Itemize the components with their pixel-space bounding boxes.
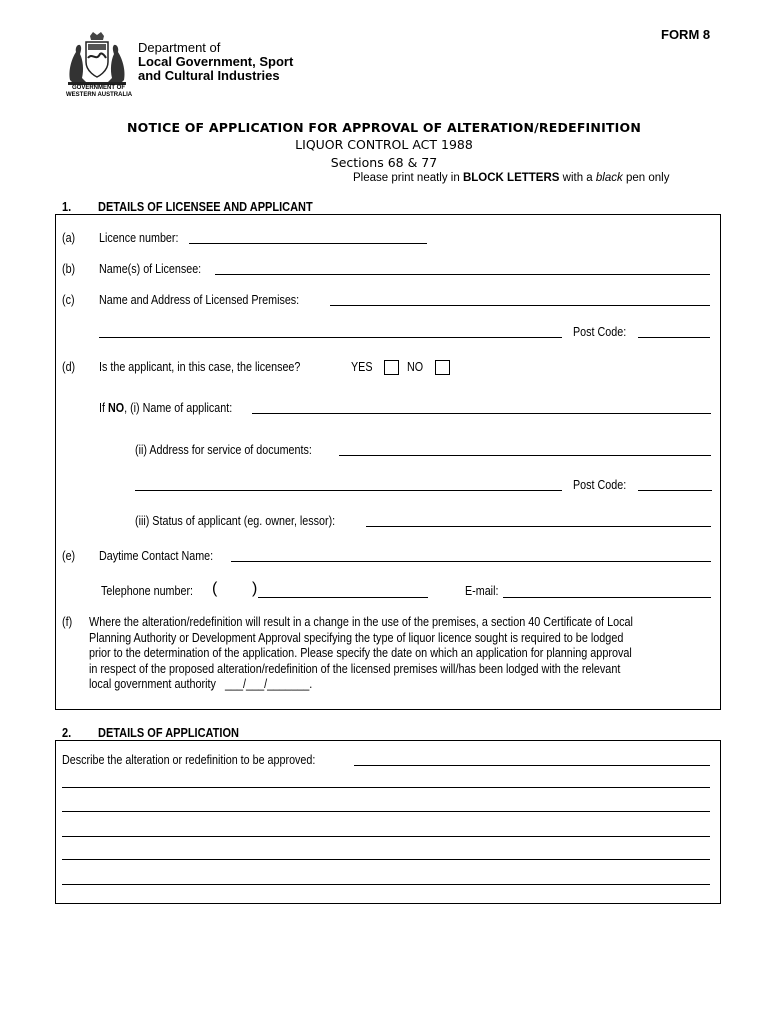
planning-note-line4: in respect of the proposed alteration/redefinition of the licensed premises will/has been lodged with the relevant [89,661,621,676]
no-label: NO [407,360,424,374]
email-label: E-mail: [465,584,499,598]
section1-number: 1. [62,200,72,214]
crest-caption-2: WESTERN AUSTRALIA [66,92,133,98]
act-sections: Sections 68 & 77 [330,155,438,170]
licence-number-label: Licence number: [99,231,179,245]
service-address-label: (ii) Address for service of documents: [135,443,312,457]
instruction-text-2: with a [562,172,593,184]
applicant-name-label: , (i) Name of applicant: [124,401,233,415]
department-logo [62,30,302,100]
if-no-line [99,401,232,415]
if-no-emphasis: NO [107,401,125,415]
telephone-field[interactable] [258,597,428,598]
planning-note-line2: Planning Authority or Development Approval specifying the type of liquor licence sought is required to be lodged [89,630,624,645]
section2-number: 2. [62,726,72,740]
print-instruction [353,172,669,184]
planning-note [89,615,714,693]
section2-heading: DETAILS OF APPLICATION [98,726,239,740]
form-number: FORM 8 [661,27,711,42]
premises-address-field[interactable] [99,337,562,338]
describe-line-3[interactable] [62,811,710,812]
no-checkbox[interactable] [435,360,450,375]
act-name: LIQUOR CONTROL ACT 1988 [295,137,473,152]
licensee-name-field[interactable] [215,274,710,275]
licensee-name-label: Name(s) of Licensee: [99,262,202,276]
service-address-field-2[interactable] [135,490,562,491]
crest-caption-1: GOVERNMENT OF [72,85,126,91]
item-b-label: (b) [62,262,76,276]
item-c-label: (c) [62,293,75,307]
form-title: NOTICE OF APPLICATION FOR APPROVAL OF ALTERATION/REDEFINITION [127,120,641,135]
yes-label: YES [351,360,373,374]
describe-label: Describe the alteration or redefinition to be approved: [62,753,316,767]
instruction-text-3: pen only [625,172,670,184]
telephone-label: Telephone number: [101,584,194,598]
department-name-line1: Department of [138,40,221,55]
premises-postcode-label: Post Code: [573,325,627,339]
premises-postcode-field[interactable] [638,337,710,338]
if-label: If [99,401,105,415]
describe-line-5[interactable] [62,859,710,860]
describe-line-2[interactable] [62,787,710,788]
applicant-status-field[interactable] [366,526,711,527]
instruction-block-letters: BLOCK LETTERS [462,172,560,184]
instruction-text-1: Please print neatly in [353,172,460,184]
planning-date-field[interactable]: ___/___/_______. [224,677,313,691]
department-name-line2: Local Government, Sport [138,54,294,69]
service-postcode-field[interactable] [638,490,712,491]
contact-name-field[interactable] [231,561,711,562]
email-field[interactable] [503,597,711,598]
planning-note-line1: Where the alteration/redefinition will result in a change in the use of the premises, a section 40 Certificate of Local [89,615,633,629]
planning-authority-label: local government authority [89,677,216,691]
describe-line-4[interactable] [62,836,710,837]
applicant-status-label: (iii) Status of applicant (eg. owner, lessor): [135,514,336,528]
planning-note-line3: prior to the determination of the application. Please specify the date on which an application for planning approval [89,646,632,660]
yes-checkbox[interactable] [384,360,399,375]
applicant-is-licensee-question: Is the applicant, in this case, the licensee? [99,360,301,374]
item-d-label: (d) [62,360,76,374]
premises-field[interactable] [330,305,710,306]
applicant-name-field[interactable] [252,413,711,414]
describe-field[interactable] [354,765,710,766]
service-address-field[interactable] [339,455,711,456]
item-a-label: (a) [62,231,76,245]
phone-paren-close: ) [252,580,258,597]
phone-paren-open: ( [212,580,218,597]
service-postcode-label: Post Code: [573,478,627,492]
contact-name-label: Daytime Contact Name: [99,549,214,563]
planning-note-line5 [89,677,714,693]
wa-crest-icon [62,30,132,90]
licence-number-field[interactable] [189,243,427,244]
department-name-line3: and Cultural Industries [138,68,280,83]
describe-line-6[interactable] [62,884,710,885]
item-e-label: (e) [62,549,76,563]
item-f-label: (f) [62,615,73,629]
instruction-black: black [595,172,623,184]
premises-label: Name and Address of Licensed Premises: [99,293,300,307]
section1-heading: DETAILS OF LICENSEE AND APPLICANT [98,200,313,214]
